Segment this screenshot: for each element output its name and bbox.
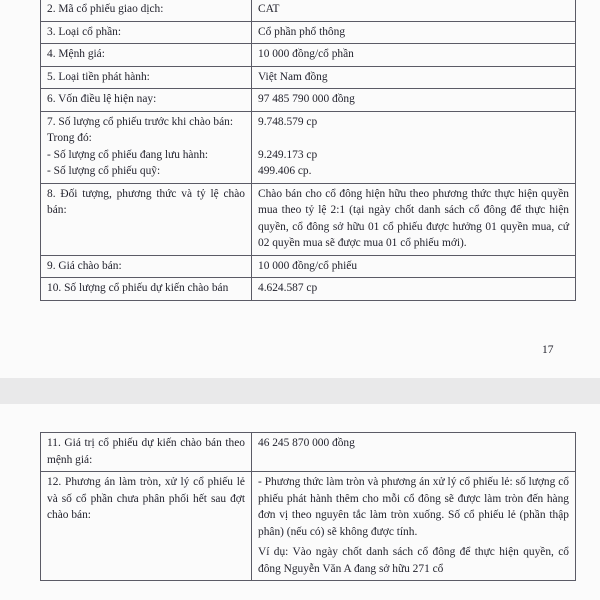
row-label: 4. Mệnh giá: bbox=[41, 44, 252, 67]
row-value-group bbox=[252, 472, 576, 581]
row-value: 9.748.579 cp bbox=[258, 115, 318, 128]
row-value: Cổ phần phổ thông bbox=[252, 21, 576, 44]
spacer bbox=[258, 130, 569, 147]
table-row bbox=[41, 472, 576, 581]
table-row bbox=[41, 433, 576, 472]
row-value-example: Ví dụ: Vào ngày chốt danh sách cổ đông để thực hiện quyền, cổ đông Nguyễn Văn A đang sở hữu 271 cổ bbox=[258, 546, 569, 575]
row-value: 10 000 đồng/cổ phần bbox=[252, 44, 576, 67]
row-value: - Phương thức làm tròn và phương án xử lý cổ phiếu lẻ: số lượng cổ phiếu phát hành thêm cho mỗi cổ đông sẽ được làm tròn đến hàng đơn vị theo nguyên tắc làm tròn xuống. Số cổ phiếu lẻ (phần thập phân) (nếu có) sẽ không được tính. bbox=[258, 476, 569, 538]
sub-row-label: - Số lượng cổ phiếu đang lưu hành: bbox=[47, 148, 209, 161]
row-label: 12. Phương án làm tròn, xử lý cổ phiếu lẻ và số cổ phần chưa phân phối hết sau đợt chào bán: bbox=[41, 472, 252, 581]
row-label: 11. Giá trị cổ phiếu dự kiến chào bán theo mệnh giá: bbox=[41, 433, 252, 472]
row-label: 6. Vốn điều lệ hiện nay: bbox=[41, 89, 252, 112]
table-row bbox=[41, 111, 576, 183]
table-row bbox=[41, 183, 576, 255]
row-value: 10 000 đồng/cổ phiếu bbox=[252, 255, 576, 278]
row-value: CAT bbox=[252, 0, 576, 21]
offering-info-table bbox=[40, 0, 576, 301]
table-row bbox=[41, 278, 576, 301]
table-row bbox=[41, 21, 576, 44]
table-row bbox=[41, 255, 576, 278]
row-value-group bbox=[252, 111, 576, 183]
sub-row-label: - Số lượng cổ phiếu quỹ: bbox=[47, 165, 161, 177]
row-value: Việt Nam đồng bbox=[252, 66, 576, 89]
row-value: 97 485 790 000 đồng bbox=[252, 89, 576, 112]
sub-header: Trong đó: bbox=[47, 132, 92, 144]
table-row bbox=[41, 0, 576, 21]
row-value: 46 245 870 000 đồng bbox=[252, 433, 576, 472]
page-number: 17 bbox=[542, 344, 554, 356]
sub-row-value: 499.406 cp. bbox=[258, 165, 312, 177]
table-row bbox=[41, 89, 576, 112]
document-page-18 bbox=[0, 404, 600, 600]
row-label: 9. Giá chào bán: bbox=[41, 255, 252, 278]
sub-row-value: 9.249.173 cp bbox=[258, 148, 318, 161]
row-value: Chào bán cho cổ đông hiện hữu theo phương thức thực hiện quyền mua theo tỷ lệ 2:1 (tại ngày chốt danh sách cổ đông để thực hiện quyền, cổ đông sở hữu 01 cổ phiếu được hưởng 01 quyền mua, cứ 02 quyền mua sẽ được mua 01 cổ phiếu mới). bbox=[252, 183, 576, 255]
row-label: 3. Loại cổ phần: bbox=[41, 21, 252, 44]
row-label: 2. Mã cổ phiếu giao dịch: bbox=[41, 0, 252, 21]
row-label: 7. Số lượng cổ phiếu trước khi chào bán: bbox=[47, 115, 234, 128]
table-row bbox=[41, 44, 576, 67]
row-value: 4.624.587 cp bbox=[252, 278, 576, 301]
table-row bbox=[41, 66, 576, 89]
row-label: 5. Loại tiền phát hành: bbox=[41, 66, 252, 89]
offering-info-table-continued bbox=[40, 432, 576, 581]
row-label: 8. Đối tượng, phương thức và tỷ lệ chào bán: bbox=[41, 183, 252, 255]
row-label: 10. Số lượng cổ phiếu dự kiến chào bán bbox=[41, 278, 252, 301]
row-label-group bbox=[41, 111, 252, 183]
